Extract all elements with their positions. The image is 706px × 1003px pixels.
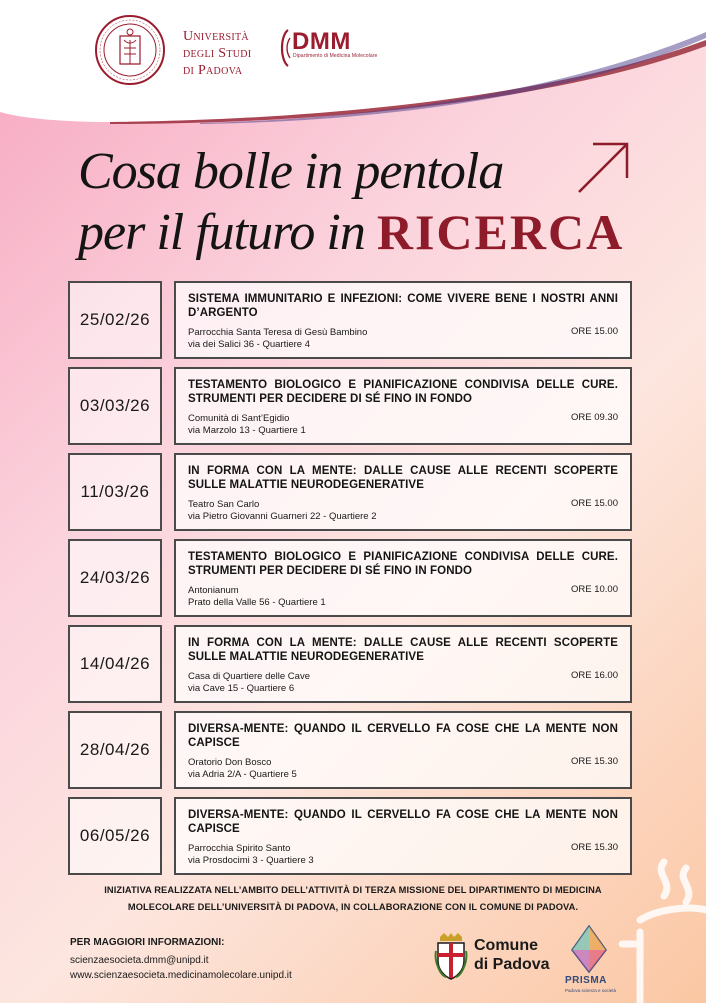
event-time: ORE 15.00 bbox=[571, 326, 618, 337]
event-address: via Adria 2/A - Quartiere 5 bbox=[188, 769, 297, 780]
event-title: DIVERSA-MENTE: QUANDO IL CERVELLO FA COSE CHE LA MENTE NON CAPISCE bbox=[188, 723, 618, 749]
university-name-line: Università bbox=[183, 29, 249, 44]
event-time: ORE 15.30 bbox=[571, 842, 618, 853]
event-location bbox=[188, 413, 306, 437]
university-seal-icon bbox=[94, 14, 166, 86]
title-line-2 bbox=[78, 202, 624, 263]
event-row bbox=[68, 539, 632, 617]
event-title: IN FORMA CON LA MENTE: DALLE CAUSE ALLE RECENTI SCOPERTE SULLE MALATTIE NEURODEGENERATIVE bbox=[188, 465, 618, 491]
event-time: ORE 09.30 bbox=[571, 412, 618, 423]
event-location bbox=[188, 327, 367, 351]
event-venue: Oratorio Don Bosco bbox=[188, 757, 272, 768]
event-address: Prato della Valle 56 - Quartiere 1 bbox=[188, 597, 326, 608]
event-row bbox=[68, 453, 632, 531]
more-info-label: PER MAGGIORI INFORMAZIONI: bbox=[70, 937, 225, 948]
event-title: DIVERSA-MENTE: QUANDO IL CERVELLO FA COSE CHE LA MENTE NON CAPISCE bbox=[188, 809, 618, 835]
initiative-note bbox=[70, 882, 636, 916]
university-name-line: degli Studi bbox=[183, 46, 252, 61]
event-venue: Casa di Quartiere delle Cave bbox=[188, 671, 310, 682]
more-info bbox=[70, 935, 292, 983]
title-highlight: RICERCA bbox=[376, 204, 625, 260]
event-title: SISTEMA IMMUNITARIO E INFEZIONI: COME VIVERE BENE I NOSTRI ANNI D’ARGENTO bbox=[188, 293, 618, 319]
event-row bbox=[68, 625, 632, 703]
event-venue: Parrocchia Spirito Santo bbox=[188, 843, 291, 854]
prisma-name: PRISMA bbox=[565, 975, 607, 986]
event-address: via Prosdocimi 3 - Quartiere 3 bbox=[188, 855, 314, 866]
event-row bbox=[68, 281, 632, 359]
event-title: TESTAMENTO BIOLOGICO E PIANIFICAZIONE CONDIVISA DELLE CURE. STRUMENTI PER DECIDERE DI SÉ FINO IN FONDO bbox=[188, 551, 618, 577]
event-location bbox=[188, 757, 297, 781]
title-line-1: Cosa bolle in pentola bbox=[78, 143, 504, 200]
events-list bbox=[68, 281, 632, 883]
university-name-line: di Padova bbox=[183, 63, 243, 78]
padova-crest-icon bbox=[434, 931, 468, 981]
event-location bbox=[188, 671, 310, 695]
initiative-line: MOLECOLARE DELL’UNIVERSITÀ DI PADOVA, IN COLLABORAZIONE CON IL COMUNE DI PADOVA. bbox=[127, 902, 579, 912]
event-date: 11/03/26 bbox=[68, 453, 162, 531]
event-info bbox=[174, 625, 632, 703]
event-address: via Pietro Giovanni Guarneri 22 - Quartiere 2 bbox=[188, 511, 377, 522]
event-location bbox=[188, 843, 314, 867]
event-date: 06/05/26 bbox=[68, 797, 162, 875]
event-time: ORE 10.00 bbox=[571, 584, 618, 595]
prisma-logo-icon bbox=[568, 924, 610, 974]
event-venue: Comunità di Sant’Egidio bbox=[188, 413, 290, 424]
event-info bbox=[174, 453, 632, 531]
prisma-subtitle: Padova scienza e società bbox=[565, 988, 617, 993]
page-title bbox=[78, 142, 624, 263]
event-info bbox=[174, 711, 632, 789]
event-address: via Cave 15 - Quartiere 6 bbox=[188, 683, 295, 694]
event-info bbox=[174, 281, 632, 359]
event-date: 03/03/26 bbox=[68, 367, 162, 445]
comune-name bbox=[474, 936, 550, 974]
university-name bbox=[183, 28, 251, 79]
dmm-acronym: DMM bbox=[292, 28, 351, 55]
event-address: via Marzolo 13 - Quartiere 1 bbox=[188, 425, 306, 436]
title-line-2-prefix: per il futuro in bbox=[78, 204, 365, 261]
event-time: ORE 15.00 bbox=[571, 498, 618, 509]
comune-name-line: Comune bbox=[474, 937, 538, 954]
event-date: 14/04/26 bbox=[68, 625, 162, 703]
event-venue: Teatro San Carlo bbox=[188, 499, 260, 510]
event-date: 25/02/26 bbox=[68, 281, 162, 359]
event-info bbox=[174, 539, 632, 617]
event-time: ORE 15.30 bbox=[571, 756, 618, 767]
event-venue: Antonianum bbox=[188, 585, 239, 596]
contact-website[interactable]: www.scienzaesocieta.medicinamolecolare.unipd.it bbox=[70, 970, 292, 981]
event-info bbox=[174, 367, 632, 445]
cooking-pot-icon bbox=[610, 848, 706, 1003]
dmm-full-name: Dipartimento di Medicina Molecolare bbox=[293, 53, 378, 59]
event-address: via dei Salici 36 - Quartiere 4 bbox=[188, 339, 310, 350]
arrow-up-right-icon bbox=[573, 138, 633, 198]
event-time: ORE 16.00 bbox=[571, 670, 618, 681]
event-row bbox=[68, 797, 632, 875]
event-title: IN FORMA CON LA MENTE: DALLE CAUSE ALLE RECENTI SCOPERTE SULLE MALATTIE NEURODEGENERATIVE bbox=[188, 637, 618, 663]
comune-name-line: di Padova bbox=[474, 956, 550, 973]
contact-email[interactable]: scienzaesocieta.dmm@unipd.it bbox=[70, 955, 209, 966]
event-location bbox=[188, 585, 326, 609]
event-venue: Parrocchia Santa Teresa di Gesù Bambino bbox=[188, 327, 368, 338]
initiative-line: INIZIATIVA REALIZZATA NELL’AMBITO DELL’ATTIVITÀ DI TERZA MISSIONE DEL DIPARTIMENTO DI MEDICINA bbox=[104, 885, 602, 895]
event-location bbox=[188, 499, 377, 523]
event-row bbox=[68, 711, 632, 789]
event-date: 24/03/26 bbox=[68, 539, 162, 617]
event-info bbox=[174, 797, 632, 875]
event-title: TESTAMENTO BIOLOGICO E PIANIFICAZIONE CONDIVISA DELLE CURE. STRUMENTI PER DECIDERE DI SÉ FINO IN FONDO bbox=[188, 379, 618, 405]
event-row bbox=[68, 367, 632, 445]
event-date: 28/04/26 bbox=[68, 711, 162, 789]
